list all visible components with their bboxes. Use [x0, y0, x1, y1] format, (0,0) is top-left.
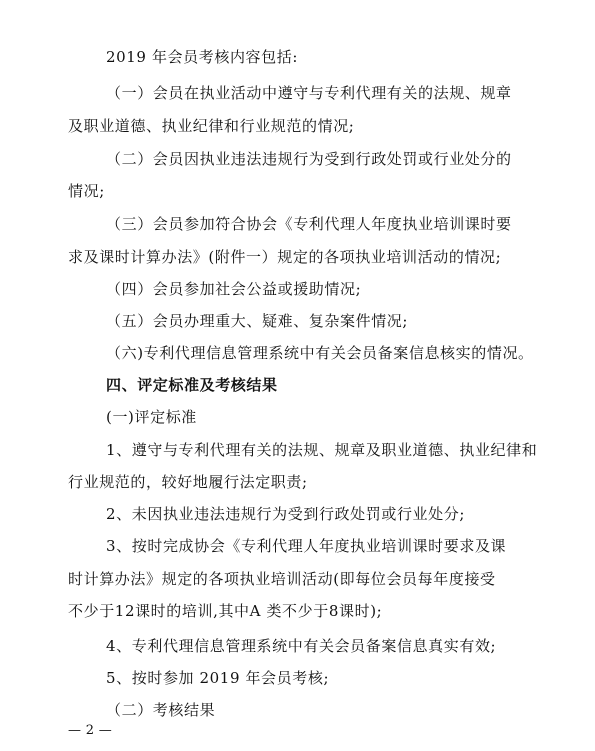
text-line: 不少于12课时的培训,其中A 类不少于8课时); — [68, 602, 383, 620]
text-line: 1、遵守与专利代理有关的法规、规章及职业道德、执业纪律和 — [106, 441, 538, 459]
text-line: 及职业道德、执业纪律和行业规范的情况; — [68, 117, 355, 135]
text-line: （五）会员办理重大、疑难、复杂案件情况; — [106, 312, 409, 330]
page-number: — 2 — — [68, 723, 113, 738]
text-line: （二）会员因执业违法违规行为受到行政处罚或行业处分的 — [106, 150, 512, 168]
text-line: 4、专利代理信息管理系统中有关会员备案信息真实有效; — [106, 637, 497, 655]
text-line: 2、未因执业违法违规行为受到行政处罚或行业处分; — [106, 505, 465, 523]
text-line: （六)专利代理信息管理系统中有关会员备案信息核实的情况。 — [106, 344, 534, 362]
subsection-heading: （二）考核结果 — [106, 701, 216, 719]
text-line: 3、按时完成协会《专利代理人年度执业培训课时要求及课 — [106, 537, 507, 555]
section-heading: 四、评定标准及考核结果 — [106, 376, 278, 394]
text-line: （四）会员参加社会公益或援助情况; — [106, 280, 362, 298]
text-line: （一）会员在执业活动中遵守与专利代理有关的法规、规章 — [106, 84, 512, 102]
text-line: 5、按时参加 2019 年会员考核; — [106, 669, 330, 687]
text-line: 行业规范的，较好地履行法定职责; — [68, 473, 308, 491]
text-line: 2019 年会员考核内容包括: — [106, 48, 298, 66]
text-line: 求及课时计算办法》(附件一）规定的各项执业培训活动的情况; — [68, 248, 502, 266]
text-line: 情况; — [68, 182, 105, 200]
text-line: （三）会员参加符合协会《专利代理人年度执业培训课时要 — [106, 215, 512, 233]
text-line: 时计算办法》规定的各项执业培训活动(即每位会员每年度接受 — [68, 570, 496, 588]
subsection-heading: (一)评定标准 — [106, 408, 197, 426]
